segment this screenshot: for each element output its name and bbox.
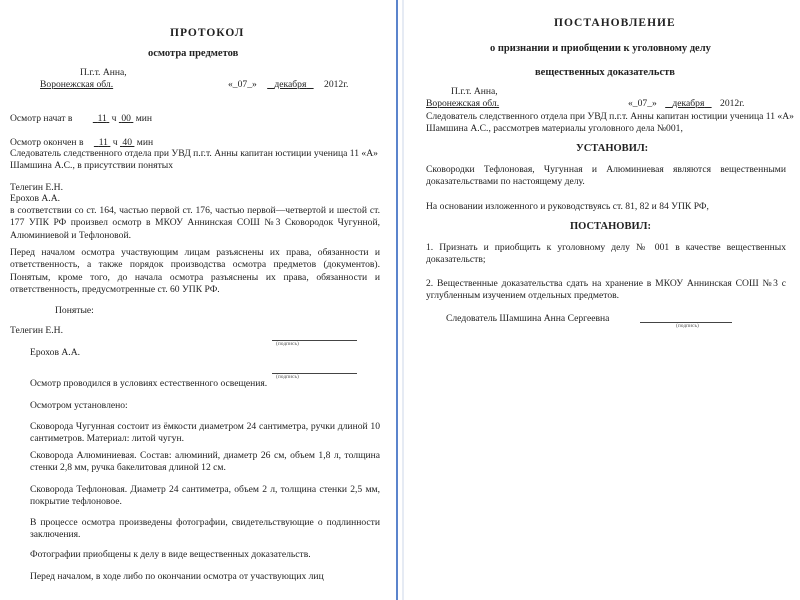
resolution-subtitle-1: о признании и приобщении к уголовному делу bbox=[490, 43, 711, 54]
protocol-date bbox=[228, 79, 348, 91]
resolution-subtitle-2: вещественных доказательств bbox=[535, 67, 675, 78]
established-heading: УСТАНОВИЛ: bbox=[576, 143, 649, 154]
conditions-text: Осмотр проводился в условиях естественного освещения. bbox=[30, 378, 268, 389]
established-text: Сковородки Тефлоновая, Чугунная и Алюминиевая являются вещественными доказательствами по настоящему делу. bbox=[426, 164, 786, 188]
decided-heading: ПОСТАНОВИЛ: bbox=[570, 221, 651, 232]
date-year: 2012г. bbox=[324, 79, 349, 90]
start-time bbox=[10, 113, 152, 125]
protocol-page bbox=[0, 0, 396, 600]
end-min-label: мин bbox=[136, 137, 154, 148]
start-hour-label: ч bbox=[111, 113, 117, 124]
photos-taken: В процессе осмотра произведены фотографии, свидетельствующие о подлинности заключения. bbox=[30, 517, 380, 541]
signer-signature-caption: (подпись) bbox=[676, 323, 699, 329]
place-line-2: Воронежская обл. bbox=[40, 79, 114, 90]
start-hour: 11 bbox=[97, 113, 107, 124]
established-heading: Осмотром установлено: bbox=[30, 400, 128, 411]
item-cast-iron: Сковорода Чугунная состоит из ёмкости диаметром 24 сантиметра, ручки длиной 10 сантиметров. Материал: литой чугун. bbox=[30, 421, 380, 445]
rights-paragraph: Перед началом осмотра участвующим лицам разъяснены их права, обязанности и ответственность, а также порядок производства осмотра предметов (документов). Понятым, кроме того, до начала осмотра разъяснены их права, обязанности и ответственность, предусмотренные ст. 60 УПК РФ. bbox=[10, 247, 380, 295]
basis-text: На основании изложенного и руководствуясь ст. 81, 82 и 84 УПК РФ, bbox=[426, 201, 709, 212]
investigator-line-1: Следователь следственного отдела при УВД п.г.т. Анны капитан юстиции ученица 11 «А» bbox=[10, 148, 378, 159]
law-paragraph: в соответствии со ст. 164, частью первой ст. 176, частью первой—четвертой и шестой ст. 177 УПК РФ произвел осмотр в МКОУ Аннинская СОШ №3 Сковородок Чугунной, Алюминиевой и Тефлоновой. bbox=[10, 205, 380, 241]
before-after-text: Перед началом, в ходе либо по окончании осмотра от участвующих лиц bbox=[30, 571, 324, 582]
protocol-title: ПРОТОКОЛ bbox=[170, 27, 245, 39]
witness-2: Ерохов А.А. bbox=[10, 193, 61, 204]
end-min: 40 bbox=[122, 137, 132, 148]
item-aluminum: Сковорода Алюминиевая. Состав: алюминий, диаметр 26 см, объем 1,8 л, толщина стенки 2,8 мм, ручка бакелитовая длиной 12 см. bbox=[30, 450, 380, 474]
witness-signature-caption-2: (подпись) bbox=[276, 374, 299, 380]
date-day: «_07_» bbox=[228, 79, 257, 90]
place-line-1: П.г.т. Анна, bbox=[80, 67, 127, 78]
place-line-2: Воронежская обл. bbox=[426, 98, 500, 109]
date-year: 2012г. bbox=[720, 98, 745, 109]
investigator-line-1: Следователь следственного отдела при УВД п.г.т. Анны капитан юстиции ученица 11 «А» bbox=[426, 111, 794, 122]
page-divider bbox=[396, 0, 404, 600]
date-month: декабря bbox=[274, 79, 307, 90]
decision-1: 1. Признать и приобщить к уголовному делу № 001 в качестве вещественных доказательств; bbox=[426, 242, 786, 266]
date-month: декабря bbox=[672, 98, 705, 109]
signer-name: Следователь Шамшина Анна Сергеевна bbox=[446, 313, 610, 324]
witness-signature-name-2: Ерохов А.А. bbox=[30, 347, 81, 358]
decision-2: 2. Вещественные доказательства сдать на хранение в МКОУ Аннинская СОШ №3 с углубленным изучением отдельных предметов. bbox=[426, 278, 786, 302]
start-min: 00 bbox=[121, 113, 131, 124]
investigator-line-2: Шамшина А.С., в присутствии понятых bbox=[10, 160, 174, 171]
end-hour: 11 bbox=[98, 137, 108, 148]
start-min-label: мин bbox=[135, 113, 153, 124]
place-line-1: П.г.т. Анна, bbox=[451, 86, 498, 97]
date-day: «_07_» bbox=[628, 98, 657, 109]
resolution-title: ПОСТАНОВЛЕНИЕ bbox=[554, 17, 676, 29]
resolution-date bbox=[628, 98, 744, 110]
witness-signature-name-1: Телегин Е.Н. bbox=[10, 325, 63, 336]
witness-1: Телегин Е.Н. bbox=[10, 182, 63, 193]
witness-signature-caption-1: (подпись) bbox=[276, 341, 299, 347]
end-label: Осмотр окончен в bbox=[10, 137, 84, 148]
end-hour-label: ч bbox=[112, 137, 118, 148]
protocol-subtitle: осмотра предметов bbox=[148, 48, 239, 59]
investigator-line-2: Шамшина А.С., рассмотрев материалы уголовного дела №001, bbox=[426, 123, 683, 134]
witnesses-heading: Понятые: bbox=[55, 305, 94, 316]
start-label: Осмотр начат в bbox=[10, 113, 73, 124]
item-teflon: Сковорода Тефлоновая. Диаметр 24 сантиметра, объем 2 л, толщина стенки 2,5 мм, покрытие тефлоновое. bbox=[30, 484, 380, 508]
resolution-page bbox=[404, 0, 800, 600]
photos-attached: Фотографии приобщены к делу в виде вещественных доказательств. bbox=[30, 549, 311, 560]
